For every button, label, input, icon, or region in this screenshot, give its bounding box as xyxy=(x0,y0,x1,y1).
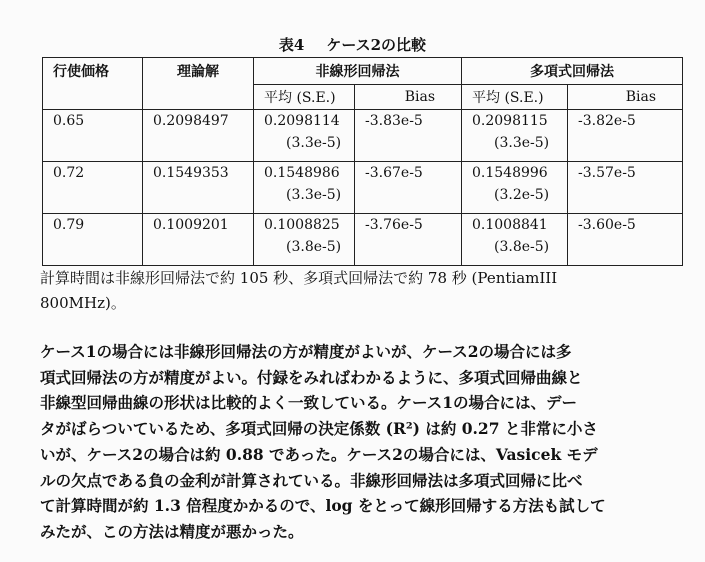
poly-se-value: (3.2e-5) xyxy=(494,187,550,203)
cell-nl-mean xyxy=(254,110,355,162)
poly-mean-value: 0.1548996 xyxy=(472,165,548,181)
nl-mean-value: 0.1548986 xyxy=(264,165,340,181)
nl-mean-value: 0.1008825 xyxy=(264,217,340,233)
body-paragraph xyxy=(40,339,680,545)
table-title: ケース2の比較 xyxy=(326,36,427,54)
header-theory: 理論解 xyxy=(143,58,254,110)
paragraph-line: いが、ケース2の場合は約 0.88 であった。ケース2の場合には、Vasicek モデ xyxy=(40,444,598,464)
header-nonlinear: 非線形回帰法 xyxy=(254,58,462,85)
table-row xyxy=(43,214,683,266)
table-row xyxy=(43,162,683,214)
cell-strike: 0.65 xyxy=(43,110,143,162)
nl-se-value: (3.3e-5) xyxy=(286,187,342,203)
paragraph-line: て計算時間が約 1.3 倍程度かかるので、log をとって線形回帰する方法も試して xyxy=(40,496,606,516)
comparison-table xyxy=(42,57,683,266)
header-nl-bias: Bias xyxy=(355,85,462,110)
cell-nl-mean xyxy=(254,214,355,266)
nl-se-value: (3.3e-5) xyxy=(286,135,342,151)
cell-theory: 0.1009201 xyxy=(143,214,254,266)
poly-se-value: (3.3e-5) xyxy=(494,135,550,151)
computation-time-note xyxy=(40,266,680,316)
header-poly-mean: 平均 (S.E.) xyxy=(462,85,568,110)
cell-strike: 0.79 xyxy=(43,214,143,266)
nl-se-value: (3.8e-5) xyxy=(286,239,342,255)
table-row xyxy=(43,110,683,162)
cell-nl-bias: -3.76e-5 xyxy=(355,214,462,266)
cell-theory: 0.1549353 xyxy=(143,162,254,214)
cell-poly-bias: -3.57e-5 xyxy=(568,162,683,214)
cell-poly-mean xyxy=(462,162,568,214)
note-line: 計算時間は非線形回帰法で約 105 秒、多項式回帰法で約 78 秒 (PentiamIII xyxy=(40,269,558,287)
poly-mean-value: 0.2098115 xyxy=(472,113,548,129)
header-nl-mean: 平均 (S.E.) xyxy=(254,85,355,110)
paragraph-line: ケース1の場合には非線形回帰法の方が精度がよいが、ケース2の場合には多 xyxy=(40,342,572,361)
poly-mean-value: 0.1008841 xyxy=(472,217,548,233)
nl-mean-value: 0.2098114 xyxy=(264,113,340,129)
cell-poly-bias: -3.60e-5 xyxy=(568,214,683,266)
cell-poly-mean xyxy=(462,214,568,266)
paragraph-line: みたが、この方法は精度が悪かった。 xyxy=(40,521,304,541)
cell-nl-bias: -3.67e-5 xyxy=(355,162,462,214)
paragraph-line: タがばらついているため、多項式回帰の決定係数 (R²) は約 0.27 と非常に小さ xyxy=(40,419,598,439)
cell-poly-mean xyxy=(462,110,568,162)
table-caption xyxy=(0,34,705,55)
paragraph-line: 項式回帰法の方が精度がよい。付録をみればわかるように、多項式回帰曲線と xyxy=(40,367,583,387)
cell-theory: 0.2098497 xyxy=(143,110,254,162)
table-header-row xyxy=(43,58,683,85)
cell-strike: 0.72 xyxy=(43,162,143,214)
table-number: 表4 xyxy=(278,36,305,54)
paragraph-line: ルの欠点である負の金利が計算されている。非線形回帰法は多項式回帰に比べ xyxy=(40,470,583,490)
note-line: 800MHz)。 xyxy=(40,294,126,312)
paragraph-line: 非線型回帰曲線の形状は比較的よく一致している。ケース1の場合には、デー xyxy=(40,393,578,413)
header-poly-bias: Bias xyxy=(568,85,683,110)
header-strike: 行使価格 xyxy=(43,58,143,110)
cell-nl-bias: -3.83e-5 xyxy=(355,110,462,162)
poly-se-value: (3.8e-5) xyxy=(494,239,550,255)
header-poly: 多項式回帰法 xyxy=(462,58,683,85)
cell-poly-bias: -3.82e-5 xyxy=(568,110,683,162)
cell-nl-mean xyxy=(254,162,355,214)
